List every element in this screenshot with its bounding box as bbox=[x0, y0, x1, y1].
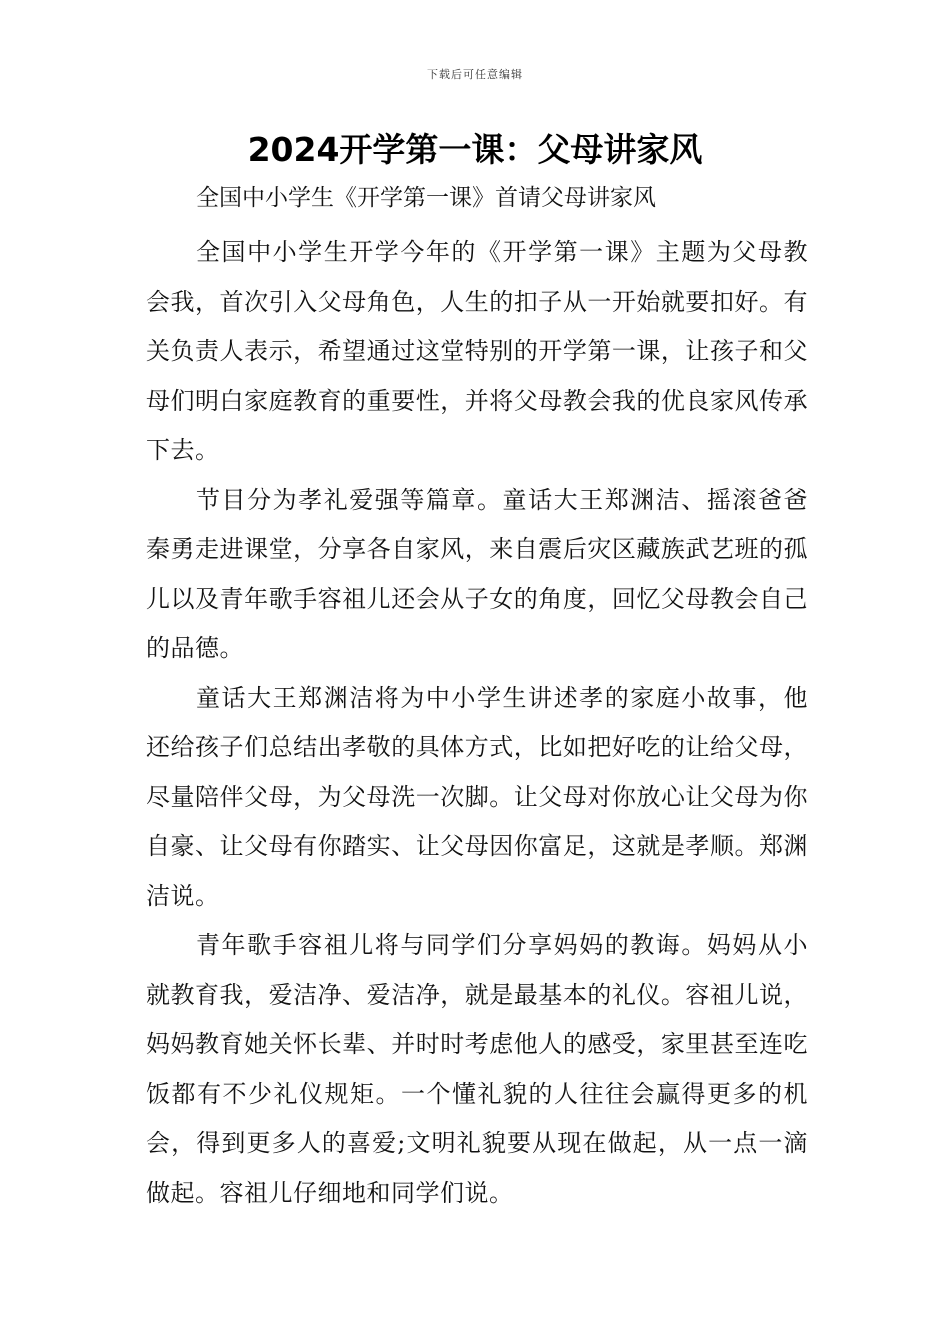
article-body bbox=[146, 228, 808, 1218]
subtitle: 全国中小学生《开学第一课》首请父母讲家风 bbox=[196, 185, 656, 211]
paragraph: 节目分为孝礼爱强等篇章。童话大王郑渊洁、摇滚爸爸秦勇走进课堂，分享各自家风，来自震后灾区藏族武艺班的孤儿以及青年歌手容祖儿还会从子女的角度，回忆父母教会自己的品德。 bbox=[146, 485, 808, 662]
page-title: 2024开学第一课：父母讲家风 bbox=[247, 130, 703, 169]
paragraph: 全国中小学生开学今年的《开学第一课》主题为父母教会我，首次引入父母角色，人生的扣子从一开始就要扣好。有关负责人表示，希望通过这堂特别的开学第一课，让孩子和父母们明白家庭教育的重要性，并将父母教会我的优良家风传承下去。 bbox=[146, 238, 808, 464]
paragraph: 童话大王郑渊洁将为中小学生讲述孝的家庭小故事，他还给孩子们总结出孝敬的具体方式，比如把好吃的让给父母，尽量陪伴父母，为父母洗一次脚。让父母对你放心让父母为你自豪、让父母有你踏实、让父母因你富足，这就是孝顺。郑渊洁说。 bbox=[146, 683, 808, 910]
header-note: 下载后可任意编辑 bbox=[427, 68, 523, 81]
paragraph: 青年歌手容祖儿将与同学们分享妈妈的教诲。妈妈从小就教育我，爱洁净、爱洁净，就是最基本的礼仪。容祖儿说，妈妈教育她关怀长辈、并时时考虑他人的感受，家里甚至连吃饭都有不少礼仪规矩。一个懂礼貌的人往往会赢得更多的机会，得到更多人的喜爱;文明礼貌要从现在做起，从一点一滴做起。容祖儿仔细地和同学们说。 bbox=[146, 931, 808, 1207]
